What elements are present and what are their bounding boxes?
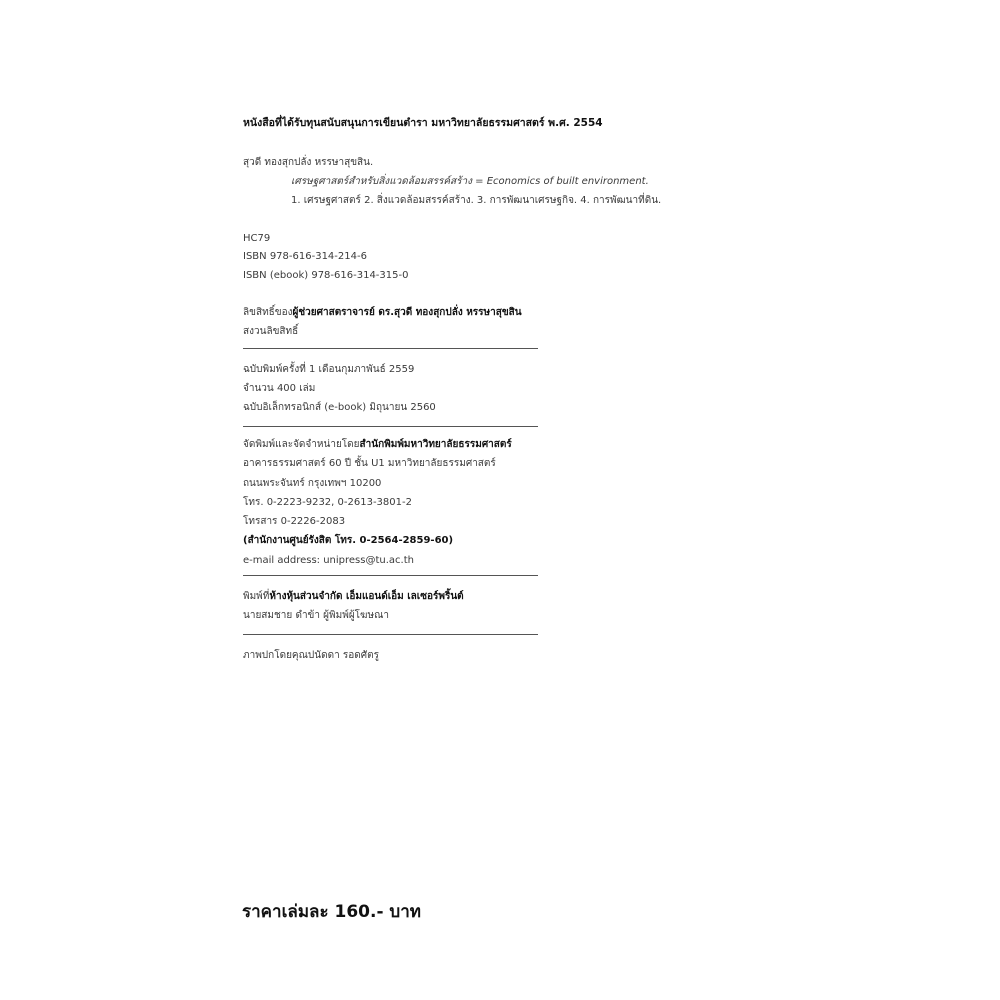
- isbn-ebook: ISBN (ebook) 978-616-314-315-0: [243, 270, 409, 281]
- rights-reserved: สงวนลิขสิทธิ์: [243, 326, 299, 337]
- call-number: HC79: [243, 233, 271, 244]
- publisher-email: e-mail address: unipress@tu.ac.th: [243, 555, 414, 566]
- publisher-prefix: จัดพิมพ์และจัดจำหน่ายโดย: [243, 439, 360, 450]
- publisher-fax: โทรสาร 0-2226-2083: [243, 516, 346, 527]
- divider: [243, 634, 538, 635]
- printer-line: [243, 591, 464, 603]
- printer-advertiser: นายสมชาย ดำข้า ผู้พิมพ์ผู้โฆษณา: [243, 610, 389, 621]
- copyright-line: [243, 307, 522, 319]
- publisher-line: [243, 439, 512, 451]
- print-copies: จำนวน 400 เล่ม: [243, 383, 316, 394]
- divider: [243, 426, 538, 427]
- ebook-edition: ฉบับอิเล็กทรอนิกส์ (e-book) มิถุนายน 2560: [243, 402, 436, 413]
- publisher-phone: โทร. 0-2223-9232, 0-2613-3801-2: [243, 497, 412, 508]
- publisher-name: สำนักพิมพ์มหาวิทยาลัยธรรมศาสตร์: [359, 439, 512, 450]
- printer-name: ห้างหุ้นส่วนจำกัด เอ็มแอนด์เอ็ม เลเซอร์พริ้นต์: [269, 591, 464, 602]
- printer-prefix: พิมพ์ที่: [243, 591, 270, 602]
- divider: [243, 348, 538, 349]
- publisher-address-2: ถนนพระจันทร์ กรุงเทพฯ 10200: [243, 478, 382, 489]
- catalog-subjects: 1. เศรษฐศาสตร์ 2. สิ่งแวดล้อมสรรค์สร้าง. 3. การพัฒนาเศรษฐกิจ. 4. การพัฒนาที่ดิน.: [291, 195, 662, 206]
- isbn: ISBN 978-616-314-214-6: [243, 251, 367, 262]
- divider: [243, 575, 538, 576]
- funding-note: หนังสือที่ได้รับทุนสนับสนุนการเขียนตำรา มหาวิทยาลัยธรรมศาสตร์ พ.ศ. 2554: [243, 117, 603, 129]
- publisher-address-1: อาคารธรรมศาสตร์ 60 ปี ชั้น U1 มหาวิทยาลัยธรรมศาสตร์: [243, 458, 496, 469]
- catalog-author: สุวดี ทองสุกปลั่ง หรรษาสุขสิน.: [243, 157, 374, 168]
- first-print: ฉบับพิมพ์ครั้งที่ 1 เดือนกุมภาพันธ์ 2559: [243, 364, 415, 375]
- catalog-title: เศรษฐศาสตร์สำหรับสิ่งแวดล้อมสรรค์สร้าง = Economics of built environment.: [291, 176, 649, 187]
- copyright-holder: ผู้ช่วยศาสตราจารย์ ดร.สุวดี ทองสุกปลั่ง หรรษาสุขสิน: [292, 307, 522, 318]
- price: ราคาเล่มละ 160.- บาท: [242, 902, 421, 922]
- rangsit-office: (สำนักงานศูนย์รังสิต โทร. 0-2564-2859-60): [243, 535, 454, 546]
- copyright-prefix: ลิขสิทธิ์ของ: [243, 307, 293, 318]
- cover-credit: ภาพปกโดยคุณปนัดดา รอดศัตรู: [243, 650, 379, 661]
